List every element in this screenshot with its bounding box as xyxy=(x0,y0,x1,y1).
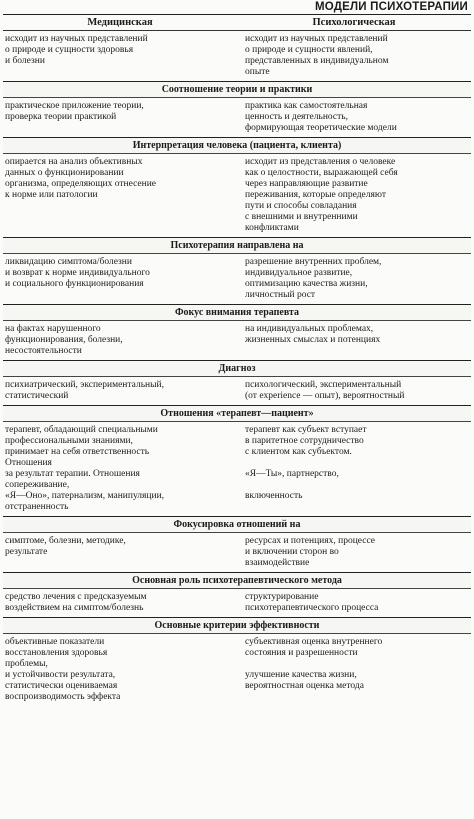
cell-line: восстановления здоровья xyxy=(5,648,108,658)
medical-cell xyxy=(3,634,237,706)
cell-line: и болезни xyxy=(5,56,45,66)
table-row xyxy=(3,533,471,572)
table-row xyxy=(3,254,471,304)
cell-line: Отношения xyxy=(5,458,52,468)
cell-line: проблемы, xyxy=(5,659,48,669)
cell-line: представленных в индивидуальном xyxy=(245,56,389,66)
cell-line: переживания, которые определяют xyxy=(245,190,386,200)
cell-line: психотерапевтического процесса xyxy=(245,603,379,613)
cell-line: в паритетное сотрудничество xyxy=(245,436,364,446)
cell-line: взаимодействие xyxy=(245,558,310,568)
cell-line: пути и способы совладания xyxy=(245,201,357,211)
table-row xyxy=(3,377,471,405)
medical-cell xyxy=(3,377,237,405)
cell-line: терапевт, обладающий специальными xyxy=(5,425,158,435)
cell-line: средство лечения с предсказуемым xyxy=(5,592,147,602)
cell-line: разрешение внутренних проблем, xyxy=(245,257,382,267)
page-title: МОДЕЛИ ПСИХОТЕРАПИИ xyxy=(314,1,468,13)
cell-line: и социального функционирования xyxy=(5,279,144,289)
table-header xyxy=(3,14,471,31)
cell-line: и включении сторон во xyxy=(245,547,339,557)
cell-line: профессиональными знаниями, xyxy=(5,436,133,446)
psychological-cell xyxy=(237,321,471,360)
cell-line: отстраненность xyxy=(5,502,69,512)
cell-line xyxy=(245,692,469,703)
section-heading: Отношения «терапевт—пациент» xyxy=(3,405,471,422)
cell-line: несостоятельности xyxy=(5,346,82,356)
cell-line: ценность и деятельность, xyxy=(245,112,348,122)
cell-line: и возврат к норме индивидуального xyxy=(5,268,150,278)
psychological-cell xyxy=(237,254,471,304)
cell-line: субъективная оценка внутреннего xyxy=(245,637,383,647)
medical-cell xyxy=(3,254,237,304)
cell-line: терапевт как субъект вступает xyxy=(245,425,367,435)
section-heading: Основная роль психотерапевтического метода xyxy=(3,572,471,589)
cell-line: опирается на анализ объективных xyxy=(5,157,143,167)
cell-line: опыте xyxy=(245,67,270,77)
cell-line: практика как самостоятельная xyxy=(245,101,368,111)
section-heading: Интерпретация человека (пациента, клиента) xyxy=(3,137,471,154)
cell-line: исходит из научных представлений xyxy=(5,34,148,44)
cell-line xyxy=(245,458,469,469)
table-row xyxy=(3,634,471,706)
cell-line: «Я—Ты», партнерство, xyxy=(245,469,339,479)
section-heading: Диагноз xyxy=(3,360,471,377)
cell-line: за результат терапии. Отношения xyxy=(5,469,140,479)
cell-line xyxy=(245,502,469,513)
cell-line: принимает на себя ответственность xyxy=(5,447,150,457)
section-heading: Психотерапия направлена на xyxy=(3,237,471,254)
column-header-medical: Медицинская xyxy=(87,17,153,28)
table-row xyxy=(3,422,471,516)
cell-line: статистический xyxy=(5,391,69,401)
medical-cell xyxy=(3,589,237,617)
cell-line: объективные показатели xyxy=(5,637,105,647)
cell-line: улучшение качества жизни, xyxy=(245,670,357,680)
cell-line xyxy=(245,659,469,670)
table-row xyxy=(3,321,471,360)
cell-line: через направляющие развитие xyxy=(245,179,368,189)
table-row xyxy=(3,154,471,237)
cell-line: личностный рост xyxy=(245,290,316,300)
cell-line: симптоме, болезни, методике, xyxy=(5,536,126,546)
cell-line: и устойчивости результата, xyxy=(5,670,116,680)
cell-line: исходит из научных представлений xyxy=(245,34,388,44)
cell-line: к норме или патологии xyxy=(5,190,98,200)
cell-line: проверка теории практикой xyxy=(5,112,117,122)
cell-line: психиатрический, экспериментальный, xyxy=(5,380,164,390)
cell-line: на индивидуальных проблемах, xyxy=(245,324,374,334)
cell-line: включенность xyxy=(245,491,303,501)
section-heading: Соотношение теории и практики xyxy=(3,81,471,98)
section-heading: Основные критерии эффективности xyxy=(3,617,471,634)
cell-line: данных о функционировании xyxy=(5,168,124,178)
medical-cell xyxy=(3,98,237,137)
cell-line: о природе и сущности явлений, xyxy=(245,45,373,55)
section-heading: Фокус внимания терапевта xyxy=(3,304,471,321)
medical-cell xyxy=(3,31,237,81)
cell-line: структурирование xyxy=(245,592,319,602)
cell-line: воздействием на симптом/болезнь xyxy=(5,603,144,613)
cell-line xyxy=(245,480,469,491)
cell-line: результате xyxy=(5,547,48,557)
cell-line: индивидуальное развитие, xyxy=(245,268,353,278)
table-row xyxy=(3,31,471,81)
cell-line: конфликтами xyxy=(245,223,299,233)
cell-line: ликвидацию симптома/болезни xyxy=(5,257,132,267)
cell-line: организма, определяющих отнесение xyxy=(5,179,157,189)
cell-line: состояния и разрешенности xyxy=(245,648,358,658)
psychological-cell xyxy=(237,634,471,706)
cell-line: вероятностная оценка метода xyxy=(245,681,364,691)
cell-line: с внешними и внутренними xyxy=(245,212,358,222)
psychological-cell xyxy=(237,98,471,137)
cell-line: воспроизводимость эффекта xyxy=(5,692,121,702)
cell-line: функционирования, болезни, xyxy=(5,335,123,345)
cell-line: исходит из представления о человеке xyxy=(245,157,396,167)
cell-line: о природе и сущности здоровья xyxy=(5,45,134,55)
comparison-table xyxy=(3,14,471,706)
cell-line: оптимизацию качества жизни, xyxy=(245,279,368,289)
cell-line: сопереживание, xyxy=(5,480,70,490)
psychological-cell xyxy=(237,377,471,405)
cell-line: формирующая теоретические модели xyxy=(245,123,397,133)
cell-line: на фактах нарушенного xyxy=(5,324,101,334)
table-row xyxy=(3,98,471,137)
medical-cell xyxy=(3,321,237,360)
psychological-cell xyxy=(237,589,471,617)
psychological-cell xyxy=(237,154,471,237)
cell-line: статистически оцениваемая xyxy=(5,681,118,691)
psychological-cell xyxy=(237,533,471,572)
psychological-cell xyxy=(237,31,471,81)
section-heading: Фокусировка отношений на xyxy=(3,516,471,533)
medical-cell xyxy=(3,533,237,572)
column-header-psychological: Психологическая xyxy=(312,17,396,28)
medical-cell xyxy=(3,422,237,516)
medical-cell xyxy=(3,154,237,237)
cell-line: практическое приложение теории, xyxy=(5,101,144,111)
table-row xyxy=(3,589,471,617)
cell-line: (от experience — опыт), вероятностный xyxy=(245,391,405,401)
cell-line: психологический, экспериментальный xyxy=(245,380,402,390)
cell-line: как о целостности, выражающей себя xyxy=(245,168,398,178)
psychological-cell xyxy=(237,422,471,516)
cell-line: с клиентом как субъектом. xyxy=(245,447,352,457)
cell-line: жизненных смыслах и потенциях xyxy=(245,335,381,345)
cell-line: «Я—Оно», патернализм, манипуляции, xyxy=(5,491,165,501)
cell-line: ресурсах и потенциях, процессе xyxy=(245,536,376,546)
